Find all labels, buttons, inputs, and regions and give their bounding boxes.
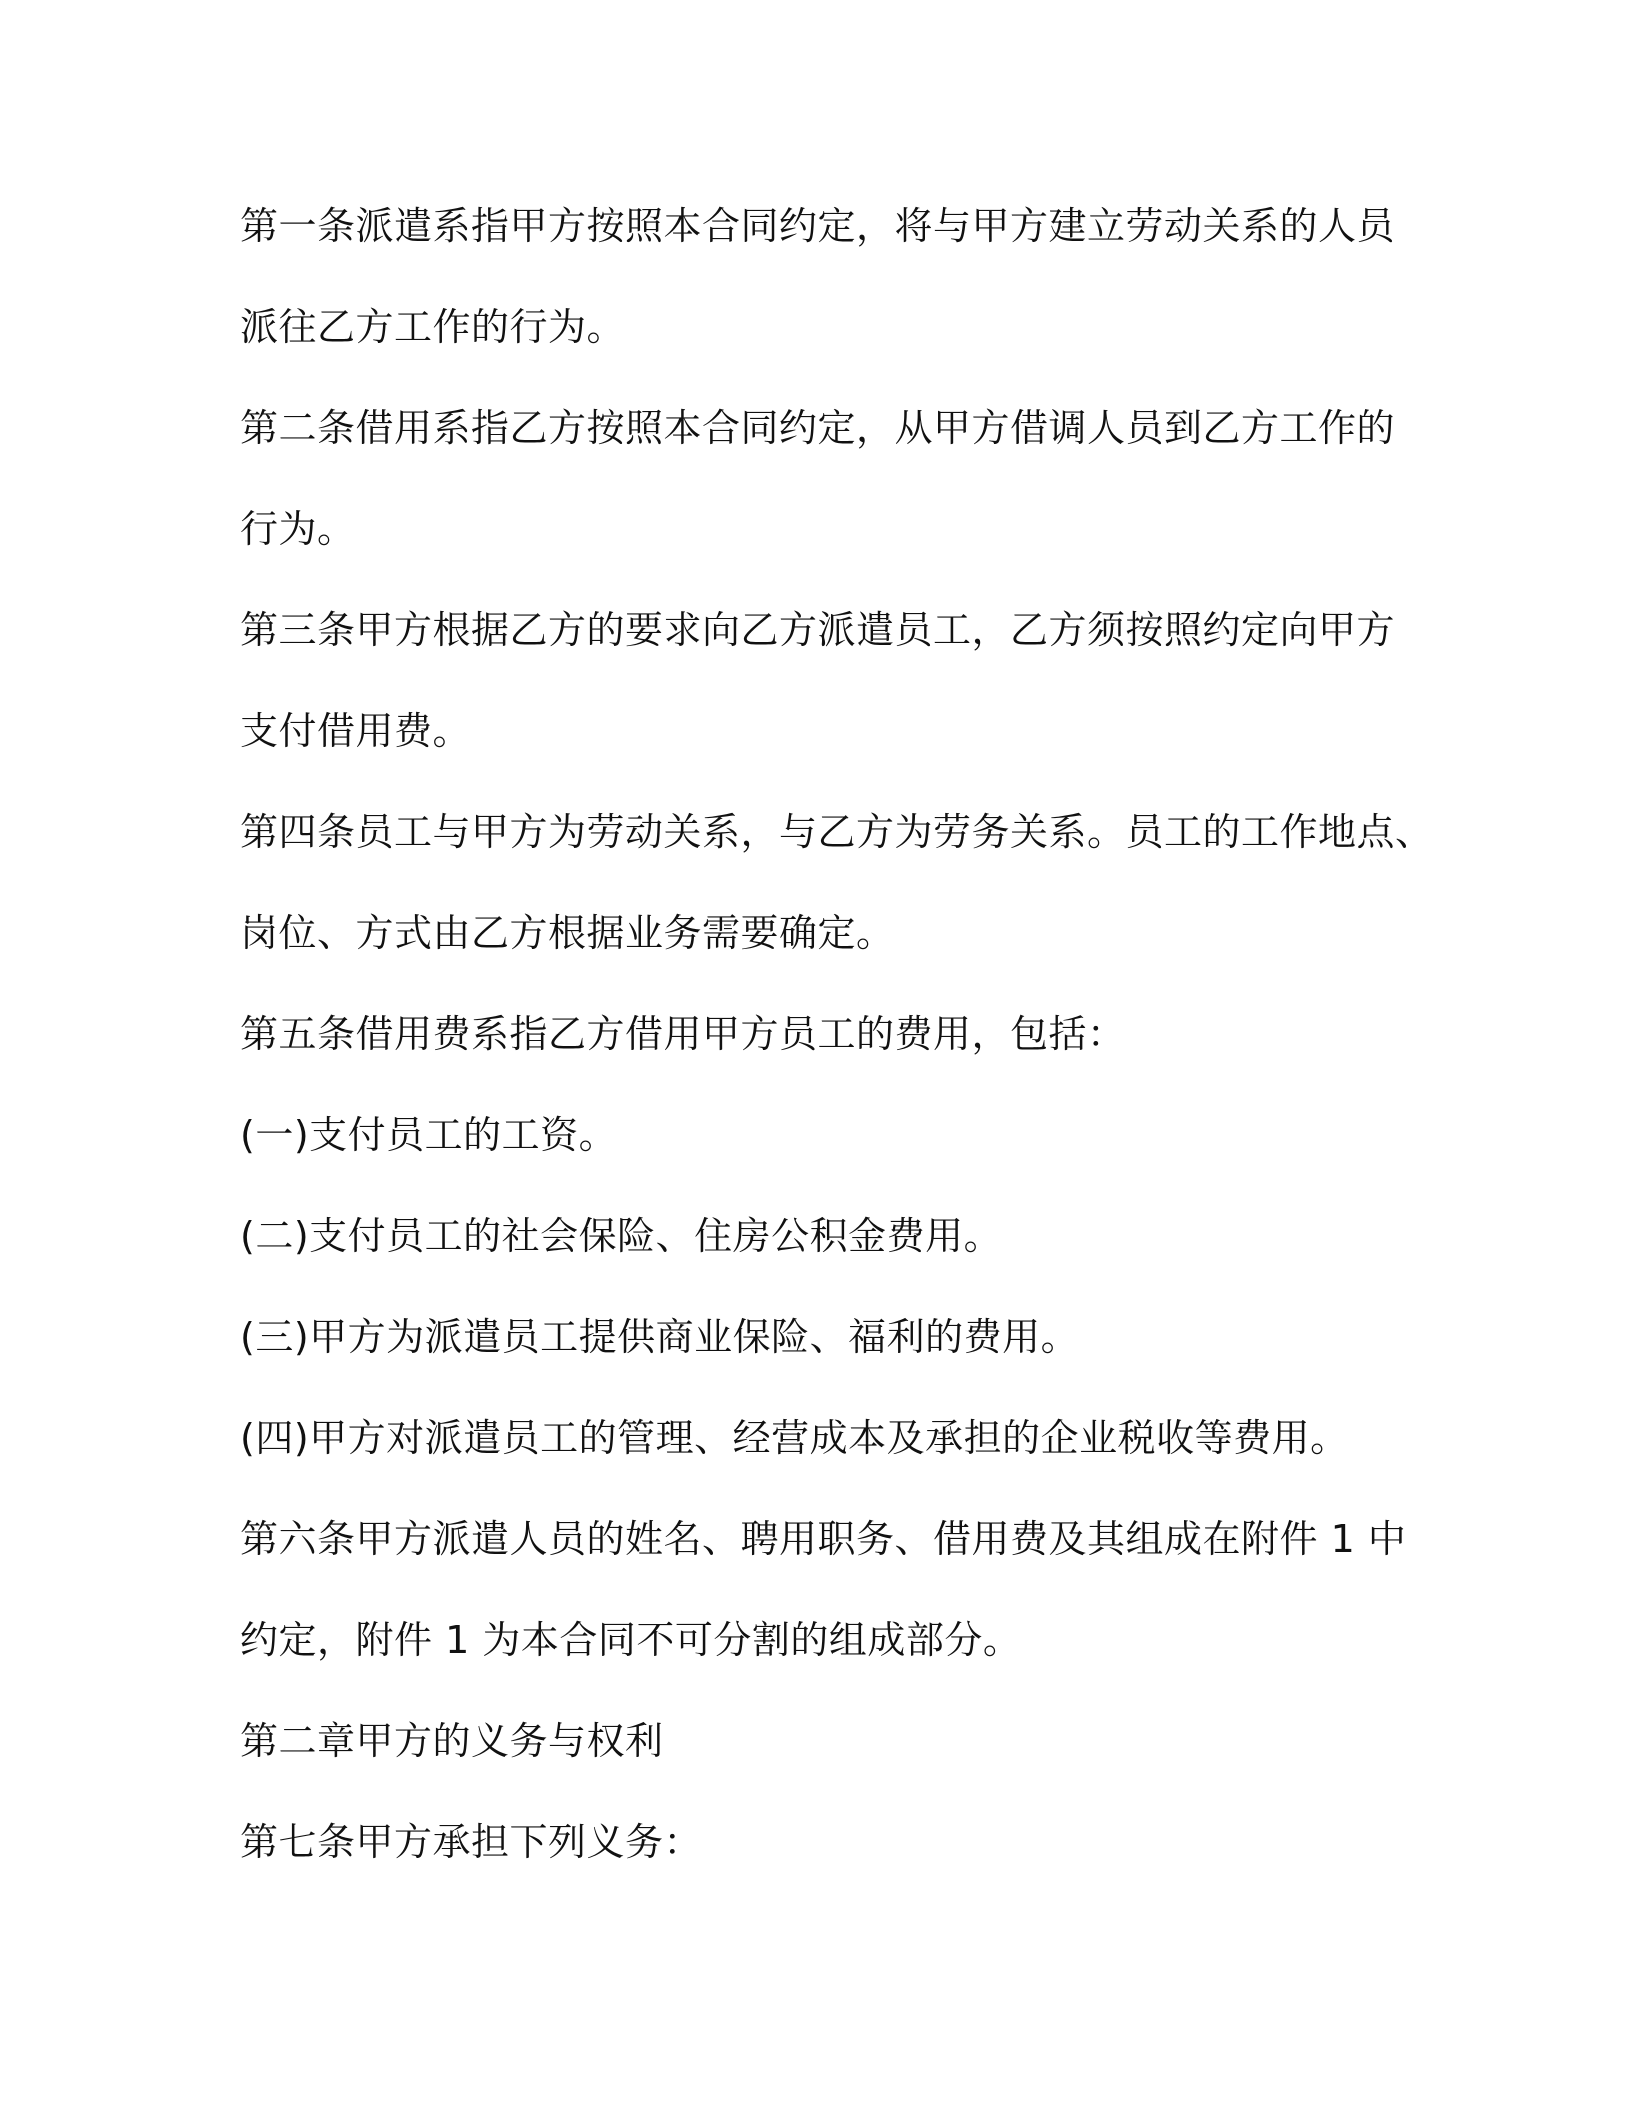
text-line: 岗位、方式由乙方根据业务需要确定。 <box>240 911 895 955</box>
list-item: (一)支付员工的工资。 <box>240 1113 618 1157</box>
text-line: 支付借用费。 <box>240 709 472 753</box>
text-line: 第一条派遣系指甲方按照本合同约定，将与甲方建立劳动关系的人员 <box>240 204 1396 248</box>
text-line: 派往乙方工作的行为。 <box>240 305 626 349</box>
text-line: 第二条借用系指乙方按照本合同约定，从甲方借调人员到乙方工作的 <box>240 406 1396 450</box>
document-body <box>240 176 1434 1893</box>
chapter-heading: 第二章甲方的义务与权利 <box>240 1719 664 1763</box>
text-line: 第六条甲方派遣人员的姓名、聘用职务、借用费及其组成在附件 1 中 <box>240 1517 1407 1561</box>
text-line: 第五条借用费系指乙方借用甲方员工的费用，包括： <box>240 1012 1126 1056</box>
text-line: 约定，附件 1 为本合同不可分割的组成部分。 <box>240 1618 1022 1662</box>
text-line: 行为。 <box>240 507 356 551</box>
list-item: (四)甲方对派遣员工的管理、经营成本及承担的企业税收等费用。 <box>240 1416 1349 1460</box>
text-line: 第三条甲方根据乙方的要求向乙方派遣员工，乙方须按照约定向甲方 <box>240 608 1396 652</box>
text-line: 第七条甲方承担下列义务： <box>240 1820 703 1864</box>
list-item: (三)甲方为派遣员工提供商业保险、福利的费用。 <box>240 1315 1080 1359</box>
text-line: 第四条员工与甲方为劳动关系，与乙方为劳务关系。员工的工作地点、 <box>240 810 1434 854</box>
list-item: (二)支付员工的社会保险、住房公积金费用。 <box>240 1214 1003 1258</box>
